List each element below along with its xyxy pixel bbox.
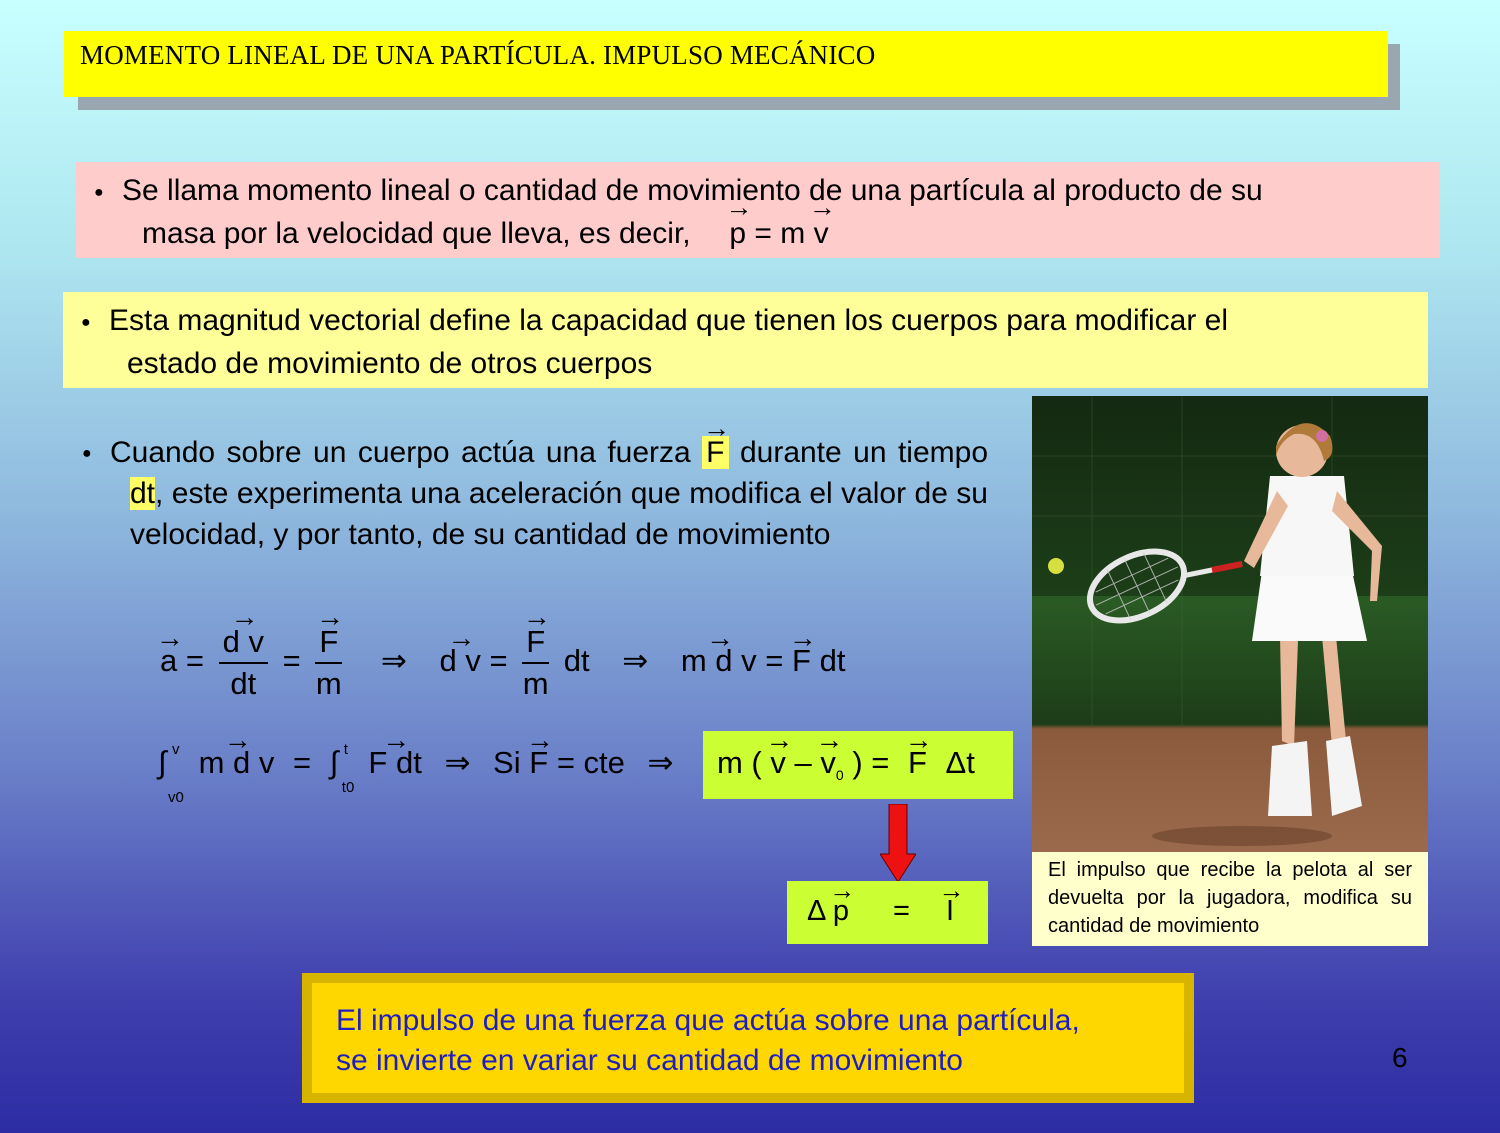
frac-numerator: → F — [319, 622, 338, 662]
caption-text: El impulso que recibe la pelota al ser devuelta por la jugadora, modifica su cantidad de movimiento — [1048, 859, 1412, 937]
frac-denominator: m — [315, 666, 342, 701]
force-text1: Cuando sobre un cuerpo actúa una fuerza — [110, 436, 691, 469]
integral-upper-limit: v — [172, 741, 180, 758]
formula-equals-m: = m — [754, 216, 806, 250]
f-dt-term: → F dt — [368, 745, 421, 781]
implies-symbol: ⇒ — [444, 745, 471, 780]
delta-t-term: Δt — [945, 745, 975, 780]
si-word: Si — [493, 745, 521, 780]
frac-numerator: → d v — [223, 622, 264, 662]
integral-lower-limit: t0 — [341, 779, 355, 796]
initial-velocity: → v — [820, 745, 836, 781]
force-text3: , este experimenta una aceleración que modifica el valor de su velocidad, y por tanto, de su cantidad de movimiento — [130, 477, 988, 551]
tennis-player-illustration — [1032, 396, 1428, 852]
page-title: MOMENTO LINEAL DE UNA PARTÍCULA. IMPULSO MECÁNICO — [80, 40, 876, 70]
constant-term: = cte — [556, 745, 625, 780]
delta-symbol: Δ — [807, 895, 825, 927]
down-arrow-icon — [880, 804, 916, 882]
frac-numerator: → F — [526, 622, 545, 662]
magnitude-text2: estado de movimiento de otros cuerpos — [127, 346, 653, 380]
tennis-player-photo — [1032, 396, 1428, 852]
page-number: 6 — [1392, 1042, 1408, 1073]
integral-equation — [158, 741, 674, 806]
dt-term: dt — [563, 643, 590, 679]
bullet-icon: ● — [82, 444, 92, 462]
implies-symbol: ⇒ — [622, 643, 649, 679]
bullet-icon: ● — [81, 313, 91, 331]
definition-box — [76, 162, 1440, 258]
force-term: → F — [792, 643, 811, 679]
fraction-dv-dt — [219, 622, 268, 704]
photo-caption — [1032, 852, 1428, 946]
impulse-symbol: → I — [946, 895, 954, 928]
force-symbol: → F — [706, 433, 724, 474]
time-symbol: dt — [130, 477, 156, 511]
frac-denominator: dt — [230, 666, 257, 701]
implies-symbol: ⇒ — [380, 643, 407, 679]
equals-sign: = — [282, 643, 301, 679]
equals-sign: = — [893, 895, 910, 927]
definition-line1 — [94, 170, 1422, 213]
result-m-open: m ( — [717, 745, 762, 780]
conclusion-box — [312, 983, 1184, 1093]
fraction-f-m — [315, 622, 342, 704]
dt-term: dt — [819, 643, 846, 679]
equals-sign: = — [185, 643, 204, 679]
definition-line2 — [142, 213, 1422, 254]
force-text2: durante un tiempo — [739, 436, 988, 469]
m-dv-term: → m d v — [199, 745, 275, 781]
conclusion-line2: se invierte en variar su cantidad de movimiento — [336, 1044, 963, 1077]
integral-upper-limit: t — [343, 741, 348, 758]
dv-term: → d v — [440, 643, 481, 679]
bullet-icon: ● — [94, 183, 104, 201]
integral-sign: ∫ — [158, 745, 167, 780]
impulse-momentum-box — [787, 881, 988, 944]
title-banner — [64, 31, 1388, 97]
momentum-symbol: → p — [833, 895, 849, 928]
magnitude-text1: Esta magnitud vectorial define la capacidad que tienen los cuerpos para modificar el — [109, 304, 1228, 337]
subscript-zero: 0 — [835, 767, 844, 784]
m-dv-term: → m d v — [681, 643, 757, 679]
momentum-symbol: → p — [729, 213, 746, 254]
integral-v — [158, 741, 190, 806]
equals-sign: = — [489, 643, 508, 679]
equals-sign: = — [765, 643, 784, 679]
magnitude-line2 — [127, 343, 1410, 384]
vector-magnitude-box — [63, 292, 1428, 388]
result-close-equals: ) = — [852, 745, 890, 780]
integral-lower-limit: v0 — [168, 789, 184, 806]
implies-symbol: ⇒ — [647, 745, 674, 780]
equals-sign: = — [293, 745, 312, 780]
force-term: → F — [529, 745, 548, 781]
definition-text1: Se llama momento lineal o cantidad de movimiento de una partícula al producto de su — [122, 174, 1263, 207]
force-term: → F — [908, 745, 927, 781]
final-velocity: → v — [770, 745, 786, 781]
integral-t — [329, 741, 360, 796]
frac-denominator: m — [522, 666, 549, 701]
minus-sign: – — [794, 745, 812, 780]
impulse-result-box — [703, 731, 1013, 799]
velocity-symbol: → v — [814, 213, 829, 254]
acceleration-symbol: → a — [160, 643, 177, 679]
conclusion-line1: El impulso de una fuerza que actúa sobre una partícula, — [336, 1004, 1080, 1037]
force-paragraph — [82, 433, 988, 555]
magnitude-line1 — [81, 300, 1410, 343]
definition-text2: masa por la velocidad que lleva, es decir, — [142, 216, 691, 250]
integral-sign: ∫ — [329, 745, 339, 780]
newton-equation — [160, 622, 845, 704]
fraction-f-m-2 — [522, 622, 549, 704]
